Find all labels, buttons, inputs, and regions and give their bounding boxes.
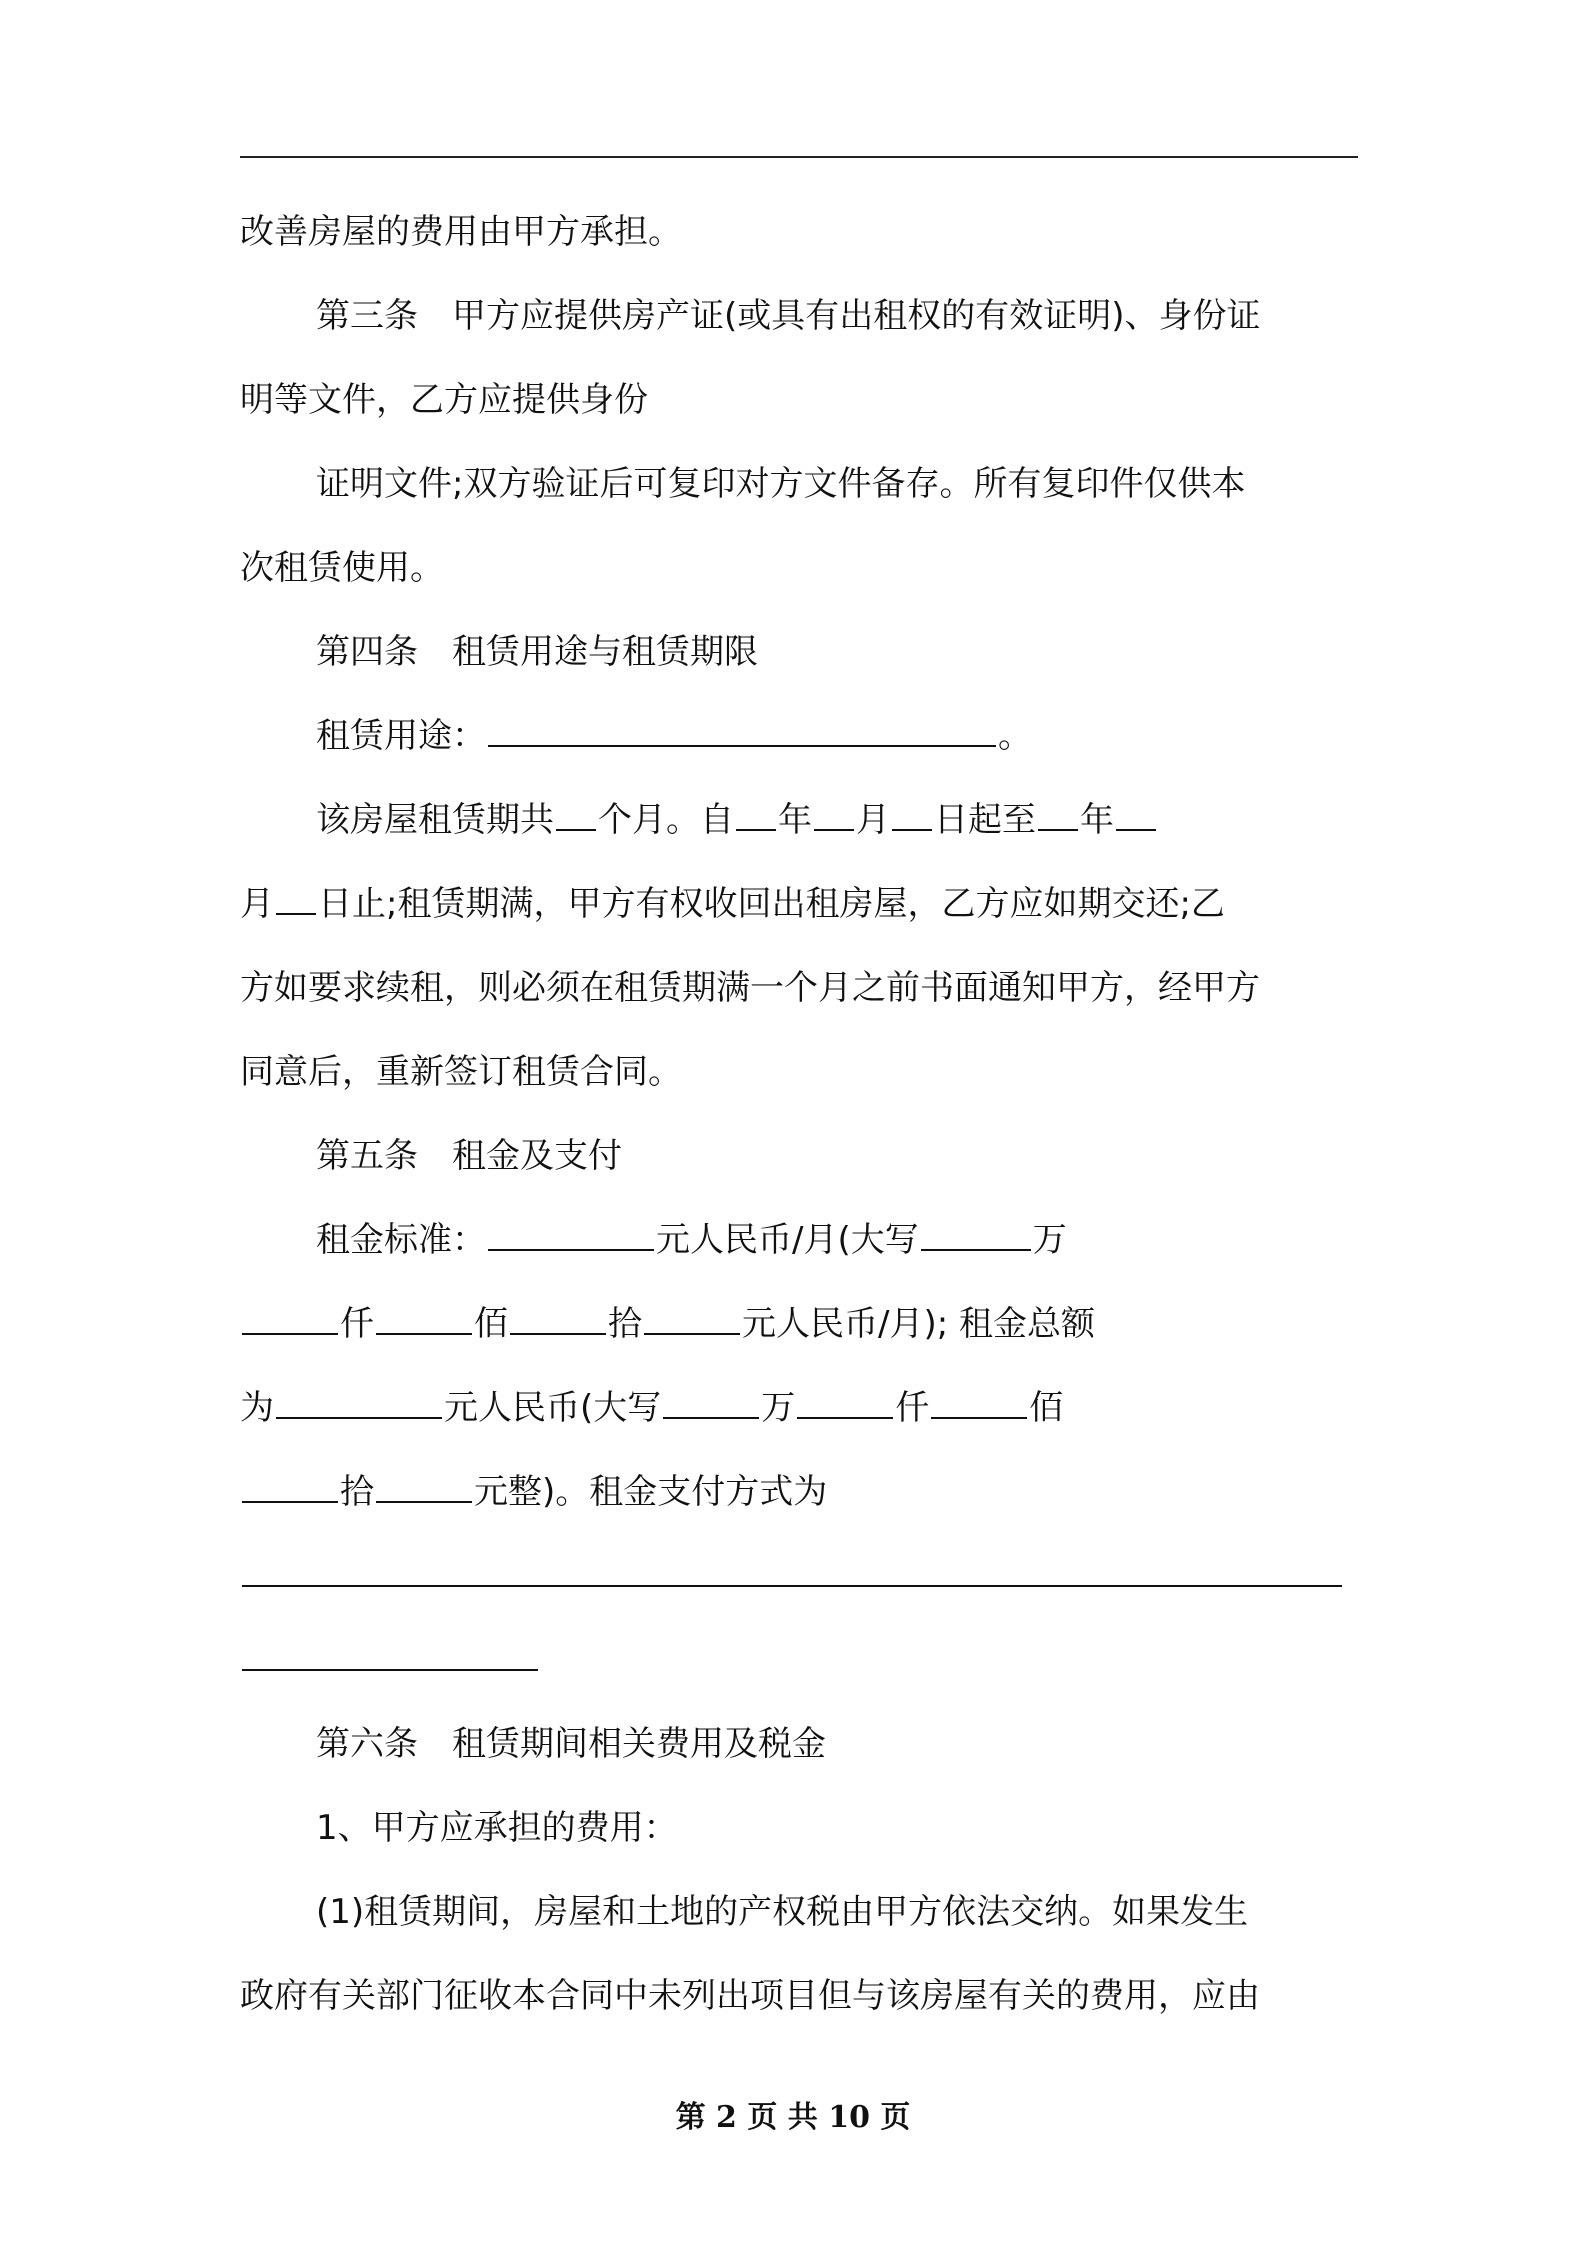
fill-blank bbox=[892, 828, 932, 831]
fill-blank bbox=[510, 1332, 606, 1335]
article-3-line-3 bbox=[240, 442, 1358, 526]
text-segment: (1)租赁期间，房屋和土地的产权税由甲方依法交纳。如果发生 bbox=[316, 1892, 1249, 1932]
article-6-heading bbox=[240, 1702, 1358, 1786]
article-5-heading bbox=[240, 1114, 1358, 1198]
fill-blank bbox=[376, 1332, 472, 1335]
text-segment: 同意后，重新签订租赁合同。 bbox=[240, 1052, 682, 1092]
lease-term-line-4 bbox=[240, 1030, 1358, 1114]
text-segment: 元人民币/月(大写 bbox=[656, 1220, 919, 1260]
text-segment: 佰 bbox=[1029, 1388, 1064, 1428]
fill-blank bbox=[921, 1248, 1031, 1251]
text-segment: 为 bbox=[240, 1388, 274, 1428]
text-segment: 元整)。租金支付方式为 bbox=[474, 1472, 828, 1512]
payment-method-blank-line-1 bbox=[240, 1534, 1358, 1618]
text-segment: 个月。自 bbox=[598, 800, 734, 840]
text-segment: 日止;租赁期满，甲方有权收回出租房屋，乙方应如期交还;乙 bbox=[318, 884, 1225, 924]
fill-blank bbox=[644, 1332, 740, 1335]
fill-blank bbox=[814, 828, 854, 831]
payment-method-blank-line-2 bbox=[240, 1618, 1358, 1702]
text-segment: 年 bbox=[1080, 800, 1114, 840]
fill-blank bbox=[1038, 828, 1078, 831]
rent-standard-line-1 bbox=[240, 1198, 1358, 1282]
fill-blank bbox=[797, 1416, 893, 1419]
rent-standard-line-2 bbox=[240, 1282, 1358, 1366]
text-segment: 拾 bbox=[608, 1304, 642, 1344]
fill-blank bbox=[556, 828, 596, 831]
text-segment: 仟 bbox=[340, 1304, 374, 1344]
text-segment: 日起至 bbox=[934, 800, 1036, 840]
fill-blank bbox=[736, 828, 776, 831]
lease-term-line-1 bbox=[240, 778, 1358, 862]
text-segment: 改善房屋的费用由甲方承担。 bbox=[240, 212, 682, 252]
lease-purpose-line bbox=[240, 694, 1358, 778]
lessor-fees-line-2 bbox=[240, 1954, 1358, 2038]
text-segment: 元人民币/月); 租金总额 bbox=[742, 1304, 1095, 1344]
text-segment: 次租赁使用。 bbox=[240, 548, 444, 588]
text-segment: 明等文件，乙方应提供身份 bbox=[240, 380, 648, 420]
header-rule bbox=[240, 156, 1358, 158]
fill-blank bbox=[376, 1500, 472, 1503]
lease-term-line-3 bbox=[240, 946, 1358, 1030]
text-segment: 。 bbox=[998, 716, 1032, 756]
rent-total-line bbox=[240, 1366, 1358, 1450]
text-segment: 元人民币(大写 bbox=[444, 1388, 662, 1428]
text-segment: 证明文件;双方验证后可复印对方文件备存。所有复印件仅供本 bbox=[316, 464, 1246, 504]
text-segment: 租赁用途： bbox=[316, 716, 486, 756]
fill-blank bbox=[242, 1668, 538, 1671]
fill-blank bbox=[663, 1416, 759, 1419]
article-3-line-1 bbox=[240, 274, 1358, 358]
text-segment: 月 bbox=[240, 884, 274, 924]
lessor-fees-line-1 bbox=[240, 1870, 1358, 1954]
text-segment: 方如要求续租，则必须在租赁期满一个月之前书面通知甲方，经甲方 bbox=[240, 968, 1260, 1008]
text-segment: 政府有关部门征收本合同中未列出项目但与该房屋有关的费用，应由 bbox=[240, 1976, 1260, 2016]
text-segment: 年 bbox=[778, 800, 812, 840]
text-segment: 第五条 租金及支付 bbox=[316, 1136, 622, 1176]
fill-blank bbox=[242, 1584, 1342, 1587]
text-segment: 拾 bbox=[340, 1472, 374, 1512]
text-segment: 仟 bbox=[895, 1388, 930, 1428]
text-segment: 万 bbox=[761, 1388, 796, 1428]
text-segment: 第六条 租赁期间相关费用及税金 bbox=[316, 1724, 826, 1764]
text-segment: 1、甲方应承担的费用： bbox=[316, 1808, 678, 1848]
text-segment: 第四条 租赁用途与租赁期限 bbox=[316, 632, 758, 672]
article-3-line-4 bbox=[240, 526, 1358, 610]
fill-blank bbox=[488, 1248, 654, 1251]
page-number: 第 2 页 共 10 页 bbox=[675, 2100, 911, 2135]
fill-blank bbox=[931, 1416, 1027, 1419]
lessor-fees-heading bbox=[240, 1786, 1358, 1870]
paragraph-line bbox=[240, 190, 1358, 274]
article-4-heading bbox=[240, 610, 1358, 694]
fill-blank bbox=[276, 1416, 442, 1419]
text-segment: 万 bbox=[1032, 1220, 1067, 1260]
text-segment: 月 bbox=[856, 800, 890, 840]
rent-payment-line bbox=[240, 1450, 1358, 1534]
fill-blank bbox=[242, 1332, 338, 1335]
document-body bbox=[240, 190, 1358, 2038]
article-3-line-2 bbox=[240, 358, 1358, 442]
fill-blank bbox=[242, 1500, 338, 1503]
text-segment: 该房屋租赁期共 bbox=[316, 800, 554, 840]
text-segment: 佰 bbox=[474, 1304, 508, 1344]
fill-blank bbox=[276, 912, 316, 915]
text-segment: 租金标准： bbox=[316, 1220, 486, 1260]
fill-blank bbox=[488, 744, 996, 747]
text-segment: 第三条 甲方应提供房产证(或具有出租权的有效证明)、身份证 bbox=[316, 296, 1261, 336]
lease-term-line-2 bbox=[240, 862, 1358, 946]
fill-blank bbox=[1116, 828, 1156, 831]
